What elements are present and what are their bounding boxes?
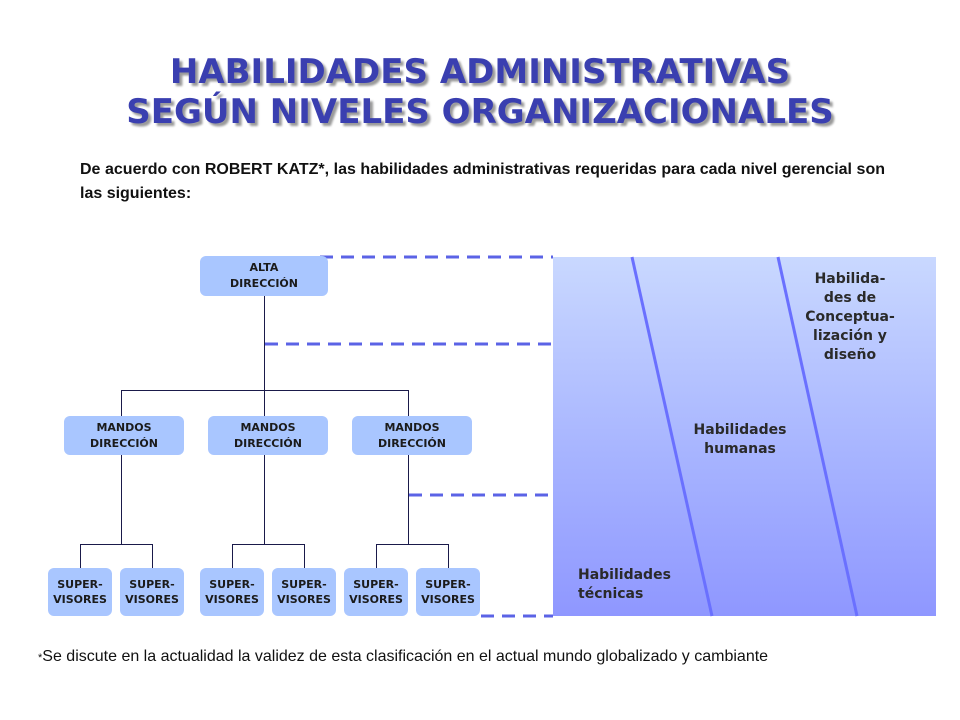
connector-mid-drop-3: [408, 390, 409, 416]
connector-group3-drop-2: [448, 544, 449, 568]
connector-group3-horizontal: [376, 544, 448, 545]
connector-mid-drop-1: [121, 390, 122, 416]
connector-top-vertical: [264, 296, 265, 390]
org-box-label: DIRECCIÓN: [377, 436, 446, 450]
connector-group1-drop-2: [152, 544, 153, 568]
connector-group2-drop-2: [304, 544, 305, 568]
skill-label-line: técnicas: [578, 586, 644, 602]
title-line-2: SEGÚN NIVELES ORGANIZACIONALES: [126, 92, 834, 132]
org-box-alta-direccion: [200, 256, 328, 296]
skill-label-line: diseño: [823, 347, 877, 363]
skill-label-line: Habilidades: [578, 567, 671, 583]
skill-label-line: lización y: [813, 328, 887, 344]
org-box-label: VISORES: [349, 593, 403, 606]
org-box-label: VISORES: [277, 593, 331, 606]
org-box-label: VISORES: [53, 593, 107, 606]
org-box-label: DIRECCIÓN: [89, 436, 158, 450]
skill-label-line: des de: [823, 290, 877, 306]
org-box-supervisores-1: [48, 568, 112, 616]
org-box-label: DIRECCIÓN: [233, 436, 302, 450]
skill-human-label: [680, 421, 800, 459]
title-line-1: HABILIDADES ADMINISTRATIVAS: [169, 52, 791, 92]
org-box-label: SUPER-: [425, 578, 471, 591]
connector-group1-vertical: [121, 455, 122, 544]
org-box-label: VISORES: [421, 593, 475, 606]
connector-mid-drop-2: [264, 390, 265, 416]
org-box-label: MANDOS: [240, 420, 296, 434]
org-box-supervisores-4: [272, 568, 336, 616]
org-box-label: SUPER-: [57, 578, 103, 591]
org-box-supervisores-6: [416, 568, 480, 616]
connector-group3-vertical: [408, 455, 409, 544]
skill-label-line: Conceptua-: [805, 309, 895, 325]
org-box-label: DIRECCIÓN: [229, 277, 298, 290]
skill-label-line: Habilidades: [693, 422, 787, 438]
org-box-label: SUPER-: [129, 578, 175, 591]
intro-text: De acuerdo con ROBERT KATZ*, las habilidades administrativas requeridas para cada nivel gerencial son las siguientes:: [80, 161, 885, 202]
org-box-label: ALTA: [249, 261, 279, 274]
org-box-supervisores-2: [120, 568, 184, 616]
skill-label-line: Habilida-: [814, 271, 886, 287]
connector-group2-horizontal: [232, 544, 304, 545]
org-box-label: VISORES: [125, 593, 179, 606]
connector-group2-drop-1: [232, 544, 233, 568]
connector-mid-horizontal: [121, 390, 409, 391]
org-box-label: MANDOS: [384, 420, 440, 434]
org-box-label: SUPER-: [209, 578, 255, 591]
org-box-supervisores-3: [200, 568, 264, 616]
skill-technical-label: [578, 566, 698, 604]
org-box-supervisores-5: [344, 568, 408, 616]
org-box-label: SUPER-: [353, 578, 399, 591]
skill-conceptual-label: [800, 270, 900, 365]
org-box-mandos-1: [64, 416, 184, 455]
org-box-mandos-2: [208, 416, 328, 455]
org-box-label: MANDOS: [96, 420, 152, 434]
skill-label-line: humanas: [704, 441, 776, 457]
org-box-label: SUPER-: [281, 578, 327, 591]
org-box-mandos-3: [352, 416, 472, 455]
connector-group1-horizontal: [80, 544, 152, 545]
connector-group3-drop-1: [376, 544, 377, 568]
connector-group1-drop-1: [80, 544, 81, 568]
footnote-star: *: [38, 652, 43, 664]
footnote-text: Se discute en la actualidad la validez de esta clasificación en el actual mundo globalizado y cambiante: [42, 648, 769, 665]
org-box-label: VISORES: [205, 593, 259, 606]
connector-group2-vertical: [264, 455, 265, 544]
footnote: [38, 648, 938, 666]
